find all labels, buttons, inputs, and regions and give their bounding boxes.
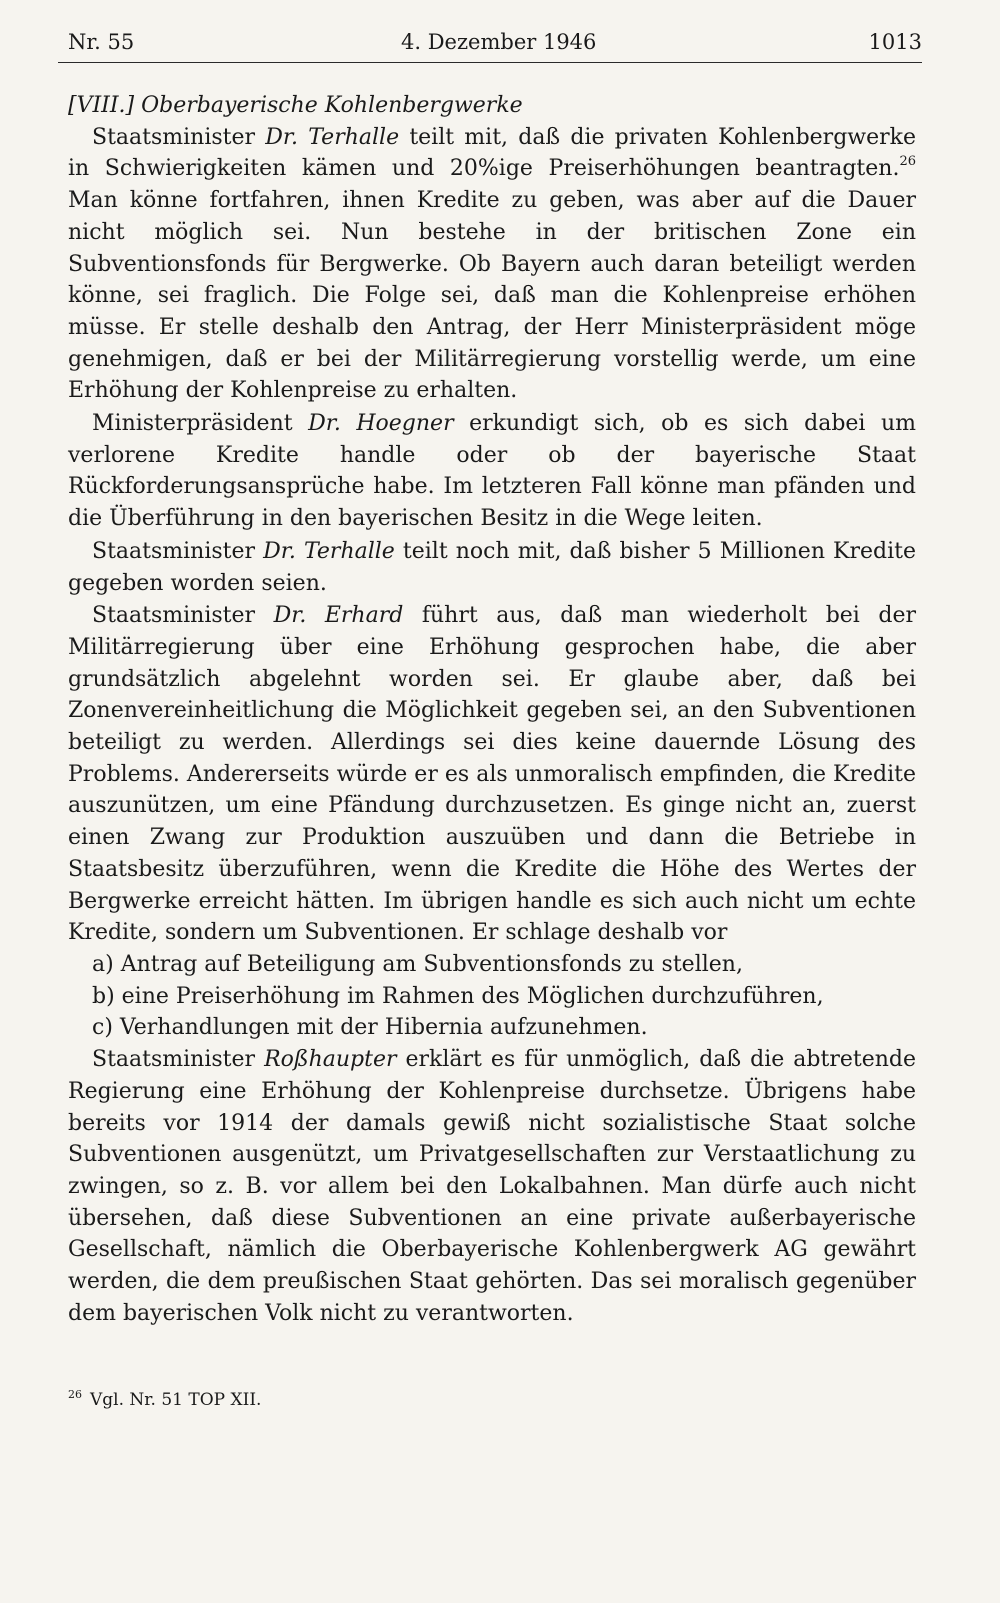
paragraph-text: teilt mit, daß die privaten Kohlenbergwerke in Schwierigkeiten kämen und 20%ige Preiserhöhungen beantragten. [68,124,916,182]
list-item: b) eine Preiserhöhung im Rahmen des Möglichen durchzuführen, [92,983,824,1009]
paragraph-text: teilt noch mit, daß bisher 5 Millionen Kredite gegeben worden seien. [68,538,917,596]
page-body [68,90,916,1329]
running-header [58,22,922,63]
proposal-list [68,949,916,1044]
section-title: Oberbayerische Kohlenbergwerke [141,93,523,118]
paragraph-text: Man könne fortfahren, ihnen Kredite zu geben, was aber auf die Dauer nicht möglich sei. Nun bestehe in der britischen Zone ein Subventionsfonds für Bergwerke. Ob Bayern auch daran beteiligt werden könne, sei fraglich. Die Folge sei, daß man die Kohlenpreise erhöhen müsse. Er stelle deshalb den Antrag, der Herr Ministerpräsident möge genehmigen, daß er bei der Militärregierung vorstellig werde, um eine Erhöhung der Kohlenpreise zu erhalten. [68,188,916,404]
speaker-name: Erhard [324,603,404,629]
speaker-name: Hoegner [356,411,454,437]
section-heading [68,90,916,122]
paragraph-text: erklärt es für unmöglich, daß die abtretende Regierung eine Erhöhung der Kohlenpreise durchsetze. Übrigens habe bereits vor 1914 der damals gewiß nicht sozialistische Staat solche Subventionen ausgenützt, um Privatgesellschaften zur Verstaatlichung zu zwingen, so z. B. vor allem bei den Lokalbahnen. Man dürfe auch nicht übersehen, daß diese Subventionen an eine private außerbayerische Gesellschaft, nämlich die Oberbayerische Kohlenbergwerk AG gewährt werden, die dem preußischen Staat gehörten. Das sei moralisch gegenüber dem bayerischen Volk nicht zu verantworten. [68,1047,916,1326]
speaker-role: Staatsminister [92,603,256,629]
paragraph-rosshaupter [68,1044,916,1329]
speaker-name: Terhalle [308,124,400,150]
list-item: c) Verhandlungen mit der Hibernia aufzunehmen. [92,1015,648,1041]
speaker-title: Dr. [265,124,298,150]
paragraph-hoegner [68,408,916,535]
section-number: [VIII.] [68,93,135,118]
page-number: 1013 [868,30,922,54]
speaker-title: Dr. [308,411,341,437]
paragraph-text: führt aus, daß man wiederholt bei der Militärregierung über eine Erhöhung gesprochen habe, die aber grundsätzlich abgelehnt worden sei. Er glaube aber, daß bei Zonenvereinheitlichung die Möglichkeit gegeben sei, an den Subventionen beteiligt zu werden. Allerdings sei dies keine dauernde Lösung des Problems. Andererseits würde er es als unmoralisch empfinden, die Kredite auszunützen, um eine Pfändung durchzusetzen. Es ginge nicht an, zuerst einen Zwang zur Produktion auszuüben und dann die Betriebe in Staatsbesitz überzuführen, wenn die Kredite die Höhe des Wertes der Bergwerke erreicht hätten. Im übrigen handle es sich auch nicht um echte Kredite, sondern um Subventionen. Er schlage deshalb vor [68,603,916,946]
paragraph-terhalle-1 [68,122,916,407]
speaker-role: Ministerpräsident [92,411,293,437]
footnote-number: 26 [68,1388,82,1401]
paragraph-erhard [68,600,916,949]
speaker-name: Terhalle [303,538,395,564]
speaker-role: Staatsminister [92,124,256,150]
speaker-name: Roßhaupter [264,1047,397,1073]
paragraph-text: erkundigt sich, ob es sich dabei um verlorene Kredite handle oder ob der bayerische Staat Rückforderungsansprüche habe. Im letzteren Fall könne man pfänden und die Überführung in den bayerischen Besitz in die Wege leiten. [68,411,917,532]
meeting-date: 4. Dezember 1946 [401,30,597,54]
paragraph-terhalle-2 [68,536,916,599]
document-number: Nr. 55 [68,30,135,54]
list-item: a) Antrag auf Beteiligung am Subventionsfonds zu stellen, [92,951,743,977]
speaker-role: Staatsminister [92,538,256,564]
footnote-text: Vgl. Nr. 51 TOP XII. [90,1390,262,1410]
speaker-role: Staatsminister [92,1047,256,1073]
footnote [68,1390,261,1410]
speaker-title: Dr. [273,603,307,629]
speaker-title: Dr. [263,538,296,564]
footnote-reference: 26 [899,154,916,170]
